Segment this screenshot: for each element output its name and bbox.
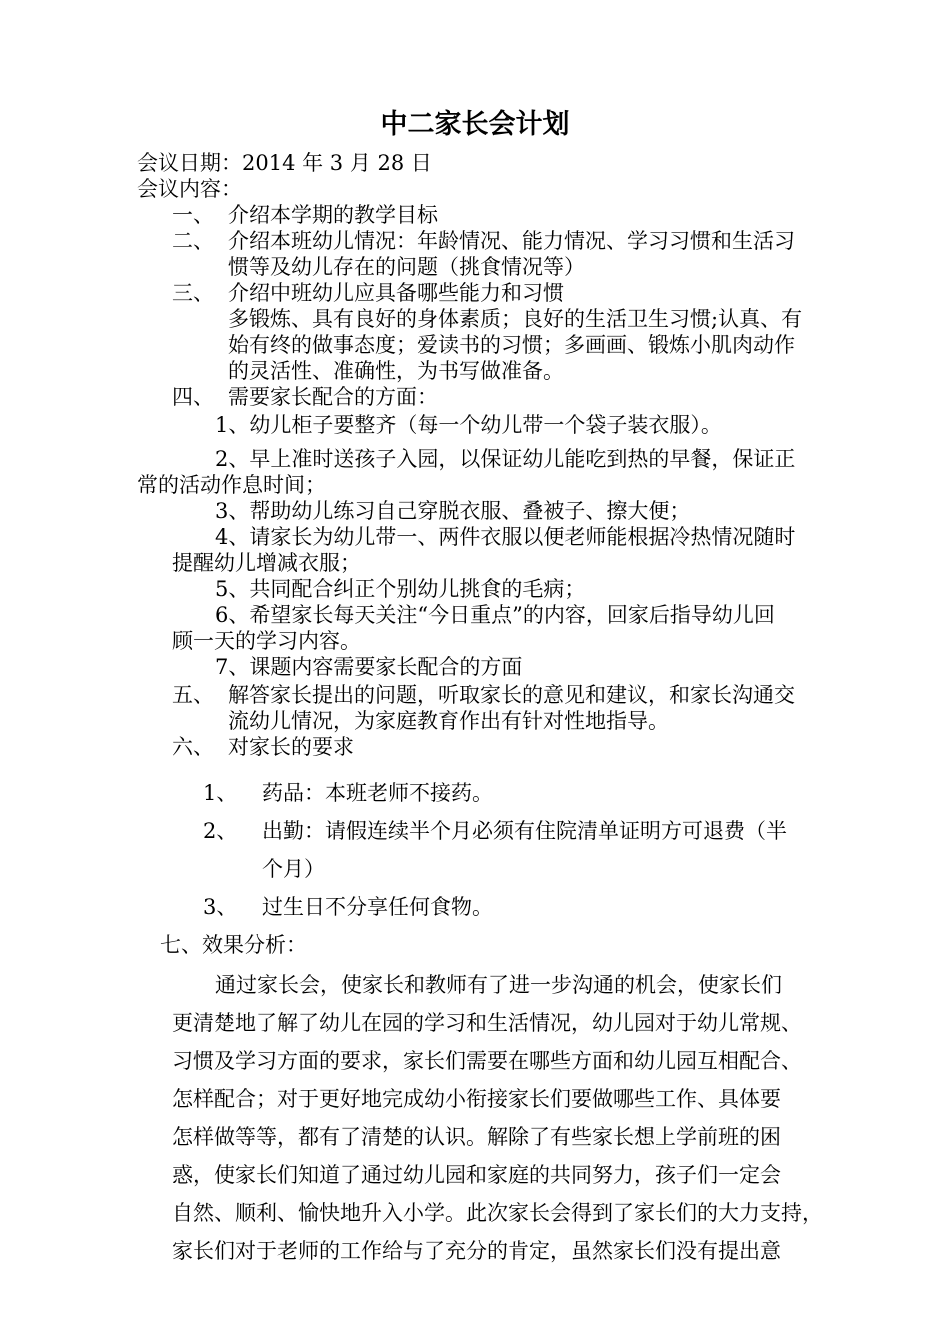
analysis-paragraph-line: 怎样配合；对于更好地完成幼小衔接家长们要做哪些工作、具体要 (172, 1087, 781, 1111)
section-1-line: 介绍本学期的教学目标 (228, 203, 438, 227)
section-3-line: 始有终的做事态度；爱读书的习惯；多画画、锻炼小肌肉动作 (228, 333, 795, 357)
requirement-number: 2、 (203, 819, 238, 843)
section-5-number: 五、 (172, 683, 214, 707)
section-4-item: 提醒幼儿增减衣服； (172, 551, 361, 575)
requirement-number: 3、 (203, 895, 238, 919)
section-3-line: 介绍中班幼儿应具备哪些能力和习惯 (228, 281, 564, 305)
analysis-paragraph-line: 更清楚地了解了幼儿在园的学习和生活情况，幼儿园对于幼儿常规、 (172, 1011, 802, 1035)
section-1-number: 一、 (172, 203, 214, 227)
section-4-number: 四、 (172, 385, 214, 409)
analysis-paragraph-line: 自然、顺利、愉快地升入小学。此次家长会得到了家长们的大力支持， (172, 1201, 823, 1225)
section-5-line: 解答家长提出的问题，听取家长的意见和建议，和家长沟通交 (228, 683, 795, 707)
meeting-content-label: 会议内容： (137, 177, 242, 201)
section-4-item: 6、希望家长每天关注“今日重点”的内容，回家后指导幼儿回 (215, 603, 775, 627)
section-3-line: 多锻炼、具有良好的身体素质；良好的生活卫生习惯;认真、有 (228, 307, 803, 331)
requirement-line: 个月） (262, 857, 325, 881)
section-3-line: 的灵活性、准确性，为书写做准备。 (228, 359, 564, 383)
requirement-line: 过生日不分享任何食物。 (262, 895, 493, 919)
section-5-line: 流幼儿情况，为家庭教育作出有针对性地指导。 (228, 709, 669, 733)
section-4-item: 1、幼儿柜子要整齐（每一个幼儿带一个袋子装衣服）。 (215, 413, 722, 437)
analysis-paragraph-line: 通过家长会，使家长和教师有了进一步沟通的机会，使家长们 (215, 973, 782, 997)
section-3-number: 三、 (172, 281, 214, 305)
requirement-line: 药品：本班老师不接药。 (262, 781, 493, 805)
section-4-item: 2、早上准时送孩子入园，以保证幼儿能吃到热的早餐，保证正 (215, 447, 796, 471)
section-4-item: 顾一天的学习内容。 (172, 629, 361, 653)
section-4-item: 7、课题内容需要家长配合的方面 (215, 655, 523, 679)
section-6-line: 对家长的要求 (228, 735, 354, 759)
section-4-item: 常的活动作息时间； (137, 473, 326, 497)
analysis-paragraph-line: 家长们对于老师的工作给与了充分的肯定，虽然家长们没有提出意 (172, 1239, 781, 1263)
section-7-heading: 七、效果分析： (160, 933, 307, 957)
section-2-line: 介绍本班幼儿情况：年龄情况、能力情况、学习习惯和生活习 (228, 229, 795, 253)
section-6-number: 六、 (172, 735, 214, 759)
section-4-item: 4、请家长为幼儿带一、两件衣服以便老师能根据冷热情况随时 (215, 525, 796, 549)
section-4-line: 需要家长配合的方面： (228, 385, 438, 409)
section-2-line: 惯等及幼儿存在的问题（挑食情况等） (228, 255, 585, 279)
section-4-item: 3、帮助幼儿练习自己穿脱衣服、叠被子、擦大便； (215, 499, 691, 523)
section-4-item: 5、共同配合纠正个别幼儿挑食的毛病； (215, 577, 586, 601)
requirement-number: 1、 (203, 781, 238, 805)
page-title: 中二家长会计划 (380, 109, 570, 140)
analysis-paragraph-line: 惑，使家长们知道了通过幼儿园和家庭的共同努力，孩子们一定会 (172, 1163, 781, 1187)
meeting-date: 会议日期：2014 年 3 月 28 日 (137, 151, 432, 175)
analysis-paragraph-line: 怎样做等等，都有了清楚的认识。解除了有些家长想上学前班的困 (172, 1125, 781, 1149)
requirement-line: 出勤：请假连续半个月必须有住院清单证明方可退费（半 (262, 819, 787, 843)
analysis-paragraph-line: 习惯及学习方面的要求，家长们需要在哪些方面和幼儿园互相配合、 (172, 1049, 802, 1073)
section-2-number: 二、 (172, 229, 214, 253)
